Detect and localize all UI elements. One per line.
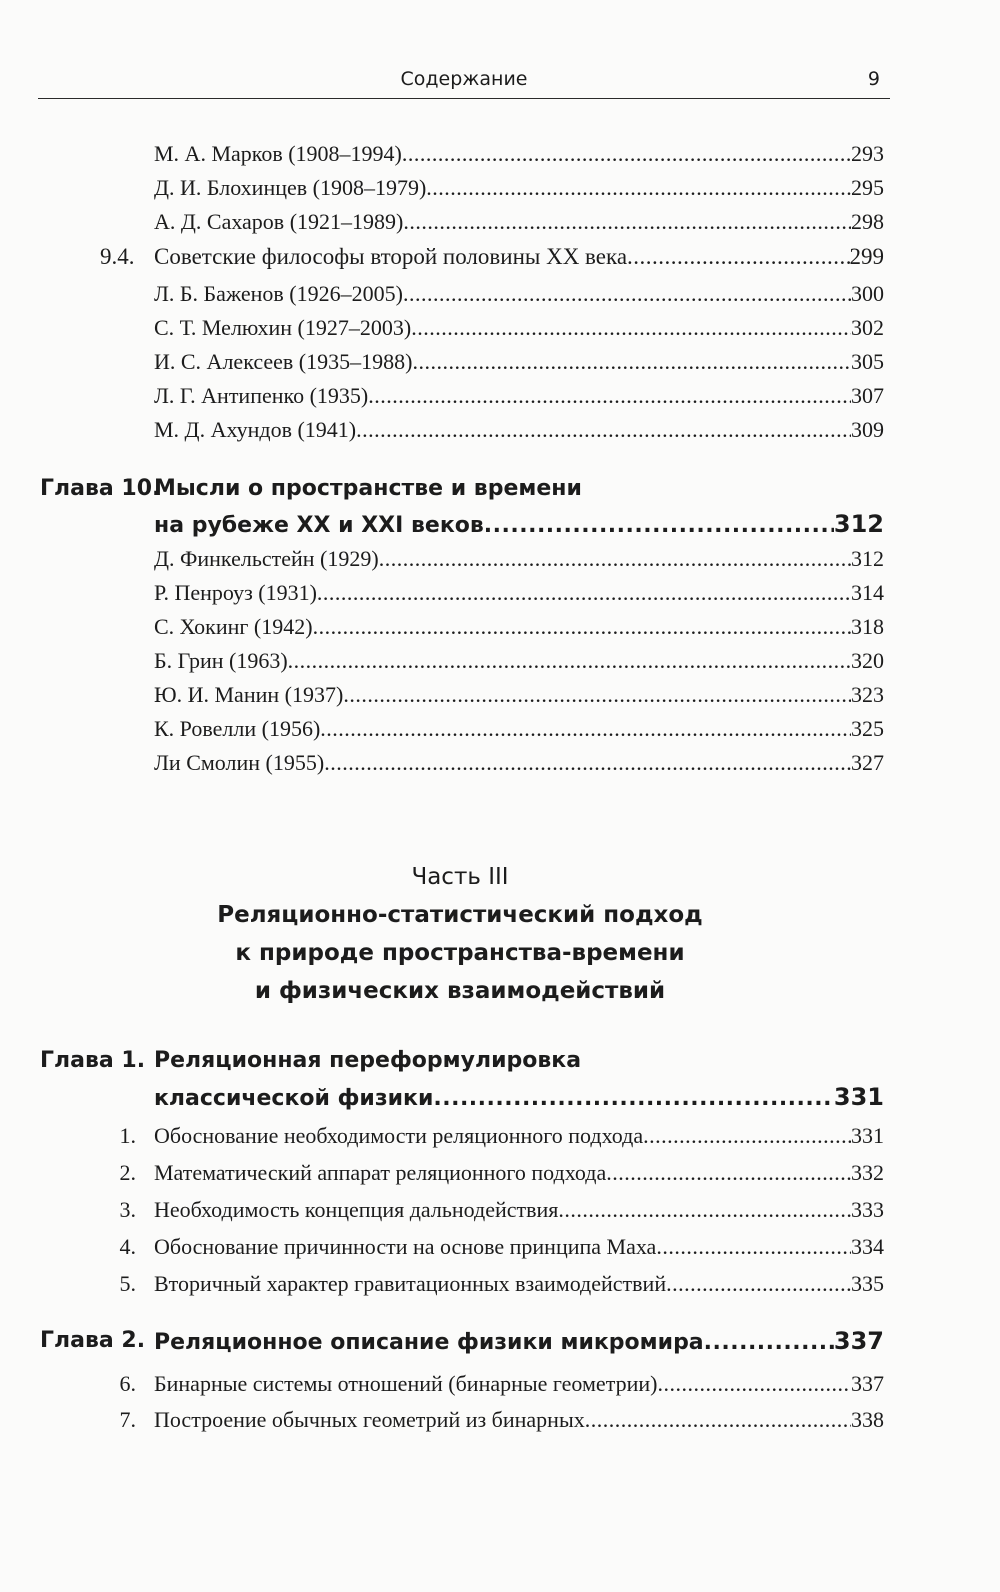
leader-dots <box>585 1406 851 1434</box>
part-title-line1: Реляционно-статистический подход <box>217 902 703 928</box>
toc-item-page: 333 <box>851 1197 884 1222</box>
header-page-number: 9 <box>867 68 880 90</box>
toc-entry-text: И. С. Алексеев (1935–1988) <box>154 349 413 374</box>
toc-entry-text: Л. Б. Баженов (1926–2005) <box>154 281 403 306</box>
part-title-line2: к природе пространства-времени <box>235 940 685 966</box>
toc-entry-text: Д. И. Блохинцев (1908–1979) <box>154 175 427 200</box>
toc-item-text: Необходимость концепция дальнодействия <box>154 1197 559 1222</box>
chapter-title-text: на рубеже XX и XXI веков <box>154 513 484 538</box>
toc-item[interactable] <box>154 1122 884 1150</box>
chapter-10-title[interactable]: Мысли о пространстве и времени <box>154 476 582 501</box>
toc-entry-page: 307 <box>851 383 884 408</box>
chapter-10-label: Глава 10. <box>40 476 161 501</box>
toc-entry[interactable] <box>154 613 884 641</box>
chapter-page: 331 <box>833 1083 884 1111</box>
toc-item-page: 334 <box>851 1234 884 1259</box>
toc-section-9-4[interactable] <box>154 243 884 271</box>
leader-dots <box>412 348 851 376</box>
toc-item-page: 335 <box>851 1271 884 1296</box>
leader-dots <box>411 314 851 342</box>
leader-dots <box>313 613 851 641</box>
toc-entry-text: С. Т. Мелюхин (1927–2003) <box>154 315 412 340</box>
toc-entry[interactable] <box>154 140 884 168</box>
toc-entry-text: А. Д. Сахаров (1921–1989) <box>154 209 404 234</box>
toc-entry-page: 302 <box>851 315 884 340</box>
toc-entry-page: 325 <box>851 716 884 741</box>
toc-entry-text: Р. Пенроуз (1931) <box>154 580 317 605</box>
chapter-10-title-line2[interactable] <box>154 510 884 540</box>
leader-dots <box>558 1196 851 1224</box>
toc-item[interactable] <box>154 1159 884 1187</box>
toc-item[interactable] <box>154 1370 884 1398</box>
chapter-1-label: Глава 1. <box>40 1048 146 1073</box>
leader-dots <box>666 1270 851 1298</box>
toc-entry-page: 298 <box>851 209 884 234</box>
toc-entry[interactable] <box>154 314 884 342</box>
leader-dots <box>343 681 851 709</box>
toc-item[interactable] <box>154 1406 884 1434</box>
toc-entry[interactable] <box>154 647 884 675</box>
leader-dots <box>484 512 834 540</box>
toc-entry[interactable] <box>154 749 884 777</box>
chapter-2-title[interactable] <box>154 1327 884 1357</box>
leader-dots <box>320 715 851 743</box>
item-number: 7. <box>119 1407 136 1432</box>
toc-entry-page: 309 <box>851 417 884 442</box>
toc-item[interactable] <box>154 1233 884 1261</box>
section-number: 9.4. <box>100 244 135 269</box>
toc-entry-page: 323 <box>851 682 884 707</box>
leader-dots <box>433 1085 834 1113</box>
toc-entry[interactable] <box>154 545 884 573</box>
toc-item-text: Построение обычных геометрий из бинарных <box>154 1407 585 1432</box>
item-number: 6. <box>119 1371 136 1396</box>
item-number: 4. <box>119 1234 136 1259</box>
leader-dots <box>402 140 851 168</box>
chapter-2-label: Глава 2. <box>40 1328 146 1353</box>
toc-entry[interactable] <box>154 681 884 709</box>
item-number: 1. <box>119 1123 136 1148</box>
toc-entry-page: 318 <box>851 614 884 639</box>
chapter-1-title-line2[interactable] <box>154 1083 884 1113</box>
toc-entry-page: 300 <box>851 281 884 306</box>
leader-dots <box>368 382 851 410</box>
toc-item-page: 337 <box>851 1371 884 1396</box>
toc-entry-page: 320 <box>851 648 884 673</box>
toc-entry-page: 305 <box>851 349 884 374</box>
toc-entry-page: 314 <box>851 580 884 605</box>
toc-item-page: 338 <box>851 1407 884 1432</box>
part-title-line3: и физических взаимодействий <box>254 978 666 1004</box>
leader-dots <box>656 1233 851 1261</box>
toc-item-page: 332 <box>851 1160 884 1185</box>
leader-dots <box>643 1122 851 1150</box>
leader-dots <box>606 1159 851 1187</box>
toc-entry-page: 295 <box>851 175 884 200</box>
toc-entry-text: М. А. Марков (1908–1994) <box>154 141 402 166</box>
toc-item-text: Математический аппарат реляционного подхода <box>154 1160 607 1185</box>
leader-dots <box>288 647 851 675</box>
toc-entry[interactable] <box>154 416 884 444</box>
leader-dots <box>324 749 851 777</box>
toc-item[interactable] <box>154 1270 884 1298</box>
toc-entry[interactable] <box>154 348 884 376</box>
toc-entry-text: К. Ровелли (1956) <box>154 716 321 741</box>
toc-entry-text: М. Д. Ахундов (1941) <box>154 417 357 442</box>
toc-entry[interactable] <box>154 715 884 743</box>
leader-dots <box>627 243 849 271</box>
toc-entry-text: Л. Г. Антипенко (1935) <box>154 383 369 408</box>
toc-item-page: 331 <box>851 1123 884 1148</box>
toc-entry-page: 293 <box>851 141 884 166</box>
toc-item[interactable] <box>154 1196 884 1224</box>
item-number: 5. <box>119 1271 136 1296</box>
toc-item-text: Вторичный характер гравитационных взаимодействий <box>154 1271 667 1296</box>
toc-entry[interactable] <box>154 174 884 202</box>
toc-entry[interactable] <box>154 208 884 236</box>
toc-section-text: Советские философы второй половины XX века <box>154 244 628 269</box>
toc-entry-text: Б. Грин (1963) <box>154 648 288 673</box>
leader-dots <box>317 579 851 607</box>
header-title: Содержание <box>400 68 528 90</box>
item-number: 2. <box>119 1160 136 1185</box>
leader-dots <box>403 280 851 308</box>
toc-entry[interactable] <box>154 579 884 607</box>
chapter-page: 337 <box>833 1327 884 1355</box>
toc-item-text: Обоснование необходимости реляционного подхода <box>154 1123 644 1148</box>
toc-entry-page: 327 <box>851 750 884 775</box>
chapter-1-title[interactable]: Реляционная переформулировка <box>154 1048 582 1073</box>
toc-entry-page: 312 <box>851 546 884 571</box>
toc-entry[interactable] <box>154 382 884 410</box>
toc-entry-text: Ю. И. Манин (1937) <box>154 682 344 707</box>
leader-dots <box>704 1329 834 1357</box>
item-number: 3. <box>119 1197 136 1222</box>
toc-entry-text: Ли Смолин (1955) <box>154 750 325 775</box>
part-label: Часть III <box>411 864 509 890</box>
chapter-title-text: классической физики <box>154 1086 434 1111</box>
toc-entry-text: Д. Финкельстейн (1929) <box>154 546 379 571</box>
running-header <box>38 62 890 99</box>
leader-dots <box>426 174 851 202</box>
toc-section-page: 299 <box>849 244 884 269</box>
toc-entry[interactable] <box>154 280 884 308</box>
leader-dots <box>379 545 851 573</box>
leader-dots <box>657 1370 851 1398</box>
leader-dots <box>356 416 851 444</box>
chapter-title-text: Реляционное описание физики микромира <box>154 1330 704 1355</box>
toc-item-text: Бинарные системы отношений (бинарные геометрии) <box>154 1371 658 1396</box>
leader-dots <box>403 208 851 236</box>
toc-entry-text: С. Хокинг (1942) <box>154 614 313 639</box>
toc-item-text: Обоснование причинности на основе принципа Маха <box>154 1234 657 1259</box>
chapter-page: 312 <box>833 510 884 538</box>
